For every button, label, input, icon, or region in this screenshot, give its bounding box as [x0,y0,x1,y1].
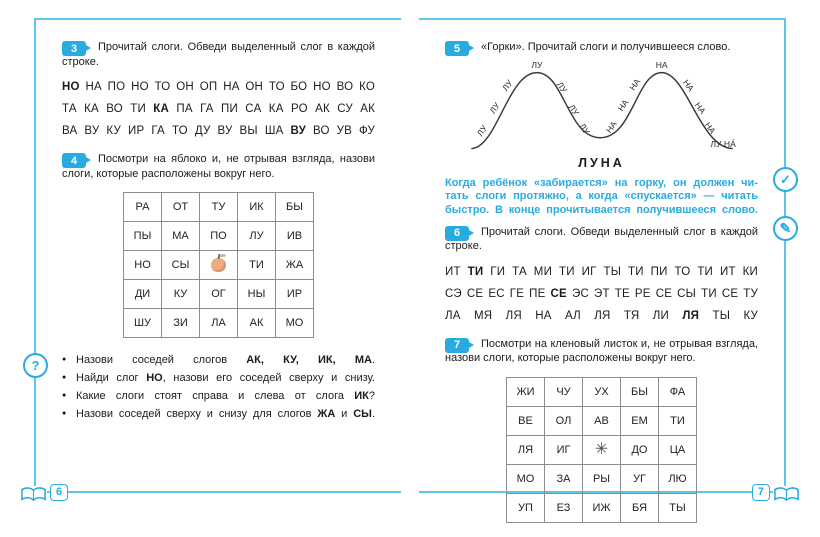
hill-syllable-label: ЛУ [565,101,581,117]
exercise-3-instruction: Прочитай слоги. Обведи выделенный слог в каждой строке. [62,41,375,68]
table-row [507,406,697,435]
task-item [62,369,375,387]
text-segment: ВО УВ ФУ [305,125,375,137]
result-word: ЛУНА [578,155,625,170]
syllable-cell: МО [276,309,314,338]
text-segment: ТЫ КУ [699,309,758,322]
highlighted-syllable: ЛЯ [682,309,700,322]
task-item [62,405,375,423]
syllable-cell: ТИ [238,251,276,280]
syllable-cell: ИЖ [583,493,621,522]
syllable-lines-ex6 [445,261,758,327]
syllable-cell: НО [124,251,162,280]
exercise-5 [445,40,758,55]
syllable-cell: ЕЗ [545,493,583,522]
syllable-cell: ФА [659,377,697,406]
syllable-lines-ex3 [62,76,375,142]
highlighted-syllable: ИК [354,390,369,402]
maple-leaf-icon: ✳ [594,440,609,458]
highlighted-syllable: КА [153,103,170,115]
syllable-cell: ЗА [545,464,583,493]
text-segment: Найди слог [76,372,147,384]
exercise-5-instruction: «Горки». Прочитай слоги и получившееся слово. [481,41,731,53]
syllable-cell: ИГ [545,435,583,464]
task-list [62,351,375,423]
highlighted-syllable: НО [62,81,80,93]
syllable-cell: ЦА [659,435,697,464]
syllable-table-maple [506,377,697,523]
syllable-cell: ИВ [276,222,314,251]
syllable-cell: ИР [276,280,314,309]
syllable-cell: ШУ [124,309,162,338]
open-book-icon [773,486,800,504]
syllable-cell: МА [162,222,200,251]
syllable-cell: ЛЮ [659,464,697,493]
syllable-cell: ЖА [276,251,314,280]
text-segment: Назови соседей слогов [76,354,247,366]
syllable-line [445,305,758,327]
syllable-cell: СЫ [162,251,200,280]
table-row [124,309,314,338]
syllable-cell: БЫ [621,377,659,406]
syllable-line [62,120,375,142]
syllable-cell: ТУ [200,193,238,222]
syllable-cell: ДИ [124,280,162,309]
text-segment: ПА ГА ПИ СА КА РО АК СУ АК [169,103,375,115]
exercise-number: 5 [453,42,461,55]
exercise-7-instruction: Посмотри на кленовый листок и, не отрывая взгляда, назови слоги, которые расположены вокруг него. [445,337,758,365]
exercise-7-badge [445,338,469,353]
syllable-cell: АК [238,309,276,338]
syllable-table-apple [123,192,314,338]
text-segment: ТА КА ВО ТИ [62,103,154,115]
hill-syllable-label: НА [692,99,708,116]
exercise-3-badge [62,41,86,56]
table-row [507,377,697,406]
checkmark-icon [773,167,798,192]
hill-syllable-label: ЛУ [499,77,515,93]
table-row [507,464,697,493]
syllable-line [445,283,758,305]
syllable-cell: ОЛ [545,406,583,435]
table-row [124,193,314,222]
hill-syllable-label: ЛУ [554,79,569,95]
exercise-number: 3 [70,42,78,55]
highlighted-syllable: АК, КУ, ИК, МА [246,354,372,366]
text-segment: СЭ СЕ ЕС ГЕ ПЕ [445,287,551,300]
highlighted-syllable: ЖА [317,408,336,420]
hill-syllable-label: ЛУ [474,122,489,138]
text-segment: Назови соседей сверху и снизу для слогов [76,408,318,420]
syllable-cell: ТЫ [659,493,697,522]
text-segment: ? [368,390,375,402]
hill-syllable-label: ЛУ НА́ [709,138,736,149]
page-number: 6 [50,484,68,501]
syllable-cell: ЛЯ [507,435,545,464]
syllable-cell: АВ [583,406,621,435]
syllable-cell: ТИ [659,406,697,435]
note-line: тать слоги протяжно, а когда «спускается» — читать [445,190,758,203]
text-segment: ВА ВУ КУ ИР ГА ТО ДУ ВУ ВЫ ША [62,125,291,137]
note-line: Когда ребёнок «забирается» на горку, он должен чи- [445,176,758,189]
page-footer-right [752,484,800,504]
syllable-line [62,76,375,98]
syllable-cell: ЕМ [621,406,659,435]
page-footer-left [20,484,68,504]
task-item [62,387,375,405]
hill-syllable-label: НА [626,76,642,92]
hill-syllable-label: ЛУ [530,59,542,70]
table-row [124,280,314,309]
open-book-icon [20,486,47,504]
page-right [419,18,786,514]
text-segment: НА ПО НО ТО ОН ОП НА ОН ТО БО НО ВО КО [79,81,375,93]
syllable-line [62,98,375,120]
syllable-cell: РЫ [583,464,621,493]
exercise-6-instruction: Прочитай слоги. Обведи выделенный слог в каждой строке. [445,225,758,253]
exercise-number: 4 [70,154,78,167]
highlighted-syllable: ВУ [290,125,306,137]
exercise-4-instruction: Посмотри на яблоко и, не отрывая взгляда, назови слоги, которые расположены вокруг него. [62,153,375,180]
exercise-4-badge [62,153,86,168]
text-segment: Какие слоги стоят справа и слева от слога [76,390,355,402]
text-segment: ИТ [445,265,468,278]
syllable-cell: РА [124,193,162,222]
question-glyph: ? [31,358,40,373]
exercise-6 [445,225,758,254]
hill-syllable-label: ЛУ [486,100,502,115]
table-row [124,251,314,280]
syllable-cell: БЯ [621,493,659,522]
text-segment: , назови его соседей сверху и снизу. [162,372,375,384]
syllable-cell: ЧУ [545,377,583,406]
hill-syllable-label: НА [655,59,668,70]
exercise-3 [62,40,375,69]
syllable-cell: УП [507,493,545,522]
note-line: быстро. В конце прочитывается получившееся слово. [445,204,758,217]
text-segment: ЛА МЯ ЛЯ НА АЛ ЛЯ ТЯ ЛИ [445,309,683,322]
apple-icon [211,258,226,272]
text-segment: ЭС ЭТ ТЕ РЕ СЕ СЫ ТИ СЕ ТУ [566,287,759,300]
pencil-glyph: ✎ [779,220,792,236]
exercise-5-badge [445,41,469,56]
hill-syllable-label: ЛУ [576,120,592,136]
syllable-cell: УГ [621,464,659,493]
syllable-cell: ОТ [162,193,200,222]
exercise-number: 7 [453,339,461,352]
highlighted-syllable: НО [146,372,163,384]
syllable-cell: ЛУ [238,222,276,251]
exercise-number: 6 [453,227,461,240]
highlighted-syllable: СЕ [550,287,567,300]
syllable-cell [200,251,238,280]
highlighted-syllable: ТИ [467,265,484,278]
exercise-7 [445,337,758,366]
syllable-cell: ЗИ [162,309,200,338]
syllable-cell: ИК [238,193,276,222]
syllable-line [445,261,758,283]
hill-syllable-label: НА [680,77,696,93]
syllable-cell: БЫ [276,193,314,222]
text-segment: ГИ ТА МИ ТИ ИГ ТЫ ТИ ПИ ТО ТИ ИТ КИ [483,265,758,278]
syllable-cell: ПЫ [124,222,162,251]
question-mark-icon [23,353,48,378]
check-glyph: ✓ [780,171,791,187]
page-left [31,18,401,498]
text-segment: . [371,354,376,366]
page-number: 7 [752,484,770,501]
teacher-note [445,177,758,218]
syllable-cell: ДО [621,435,659,464]
table-row [507,435,697,464]
exercise-4 [62,152,375,181]
hill-syllable-label: НА [603,118,619,135]
highlighted-syllable: СЫ [353,408,372,420]
hills-drawing [465,60,739,154]
hill-syllable-label: НА [702,119,718,136]
task-item [62,351,375,369]
table-row [124,222,314,251]
syllable-cell: УХ [583,377,621,406]
syllable-cell: ВЕ [507,406,545,435]
syllable-cell: ЛА [200,309,238,338]
text-segment: и [335,408,354,420]
syllable-cell: КУ [162,280,200,309]
syllable-cell: НЫ [238,280,276,309]
table-row [507,493,697,522]
pencil-icon [773,216,798,241]
syllable-cell: МО [507,464,545,493]
exercise-6-badge [445,226,469,241]
syllable-cell [583,435,621,464]
syllable-cell: ОГ [200,280,238,309]
syllable-cell: ПО [200,222,238,251]
syllable-cell: ЖИ [507,377,545,406]
text-segment: . [371,408,375,420]
hill-syllable-label: НА [615,97,631,113]
